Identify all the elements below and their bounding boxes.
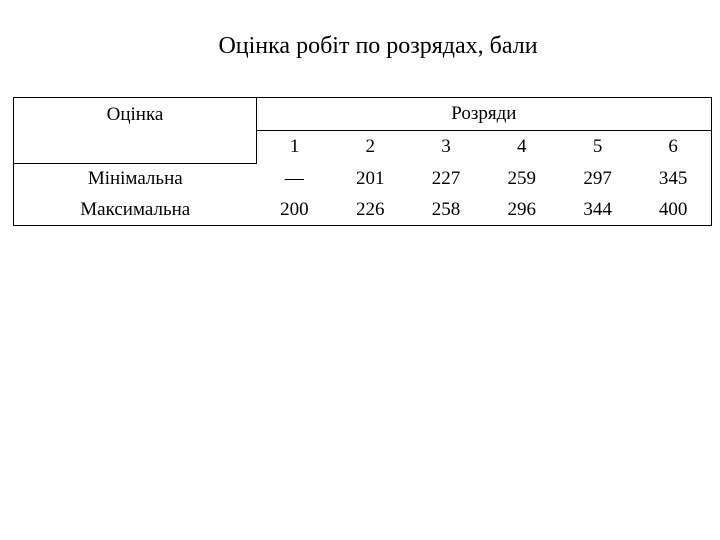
rank-header-4: 4 xyxy=(517,136,527,157)
table-cell: 226 xyxy=(332,195,408,226)
grades-table-container xyxy=(13,97,711,226)
table-row xyxy=(14,195,712,226)
rank-header-3: 3 xyxy=(441,136,451,157)
table-cell: 296 xyxy=(484,195,560,226)
rank-header-5: 5 xyxy=(592,136,603,157)
row-label-maximal: Максимальна xyxy=(14,195,257,226)
document-title: Оцінка робіт по розрядах, бали xyxy=(218,33,538,59)
table-cell: 297 xyxy=(583,167,612,189)
table-cell: — xyxy=(284,167,304,189)
table-cell: 200 xyxy=(257,195,333,226)
rank-header-6: 6 xyxy=(635,131,711,164)
table-cell: 345 xyxy=(635,163,711,195)
table-cell: 400 xyxy=(635,195,711,226)
rank-header-2: 2 xyxy=(365,136,375,157)
table-cell: 258 xyxy=(408,195,484,226)
corner-header: Оцінка xyxy=(14,98,257,164)
grades-table xyxy=(13,97,712,226)
table-cell: 227 xyxy=(431,167,461,189)
group-header: Розряди xyxy=(257,98,712,131)
rank-header-1: 1 xyxy=(289,136,300,157)
table-row xyxy=(14,163,712,195)
table-cell: 344 xyxy=(560,195,636,226)
table-cell: 259 xyxy=(507,167,537,189)
table-header-row xyxy=(14,98,712,131)
table-cell: 201 xyxy=(355,167,385,189)
row-label-minimal: Мінімальна xyxy=(14,163,257,195)
